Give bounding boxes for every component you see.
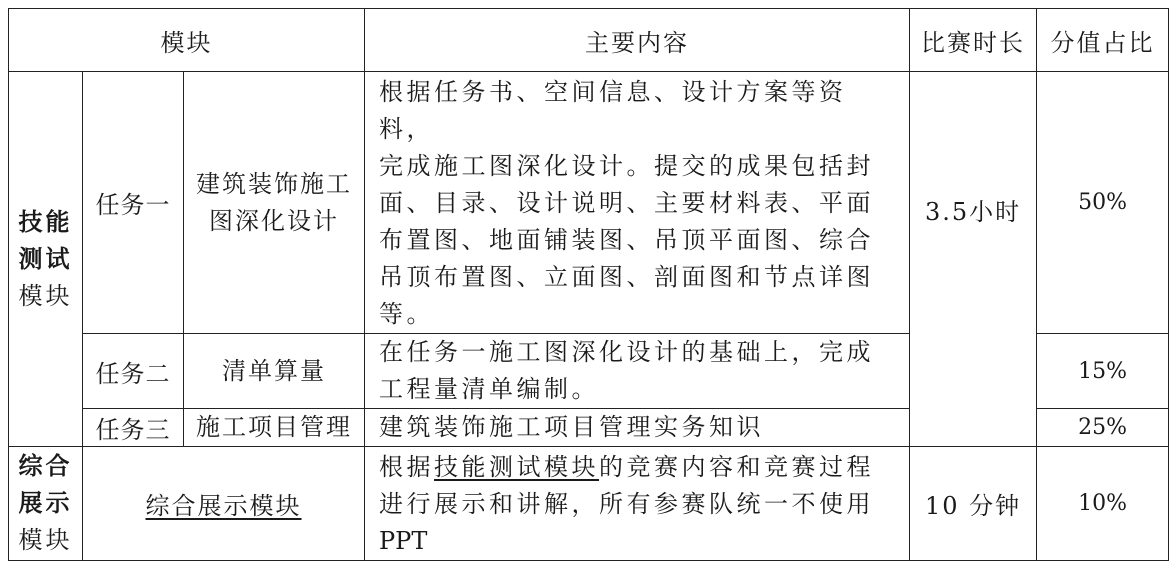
combo-content — [365, 447, 910, 561]
content-line: 吊顶布置图、立面图、剖面图和节点详图 — [379, 263, 875, 291]
task-name: 清单算量 — [184, 334, 365, 409]
content-line: 根据任务书、空间信息、设计方案等资料， — [379, 78, 847, 143]
header-module: 模块 — [9, 9, 365, 72]
header-duration: 比赛时长 — [910, 9, 1037, 72]
table-row — [9, 72, 1169, 334]
header-row — [9, 9, 1169, 72]
task-score: 25% — [1037, 409, 1169, 447]
task-name: 施工项目管理 — [184, 409, 365, 447]
content-line: 布置图、地面铺装图、吊顶平面图、综合 — [379, 226, 875, 254]
combo-module-name: 综合展示模块 — [145, 492, 302, 520]
combo-module-line3: 模块 — [18, 526, 73, 554]
skill-module-cell — [9, 72, 83, 447]
task-name-line: 建筑装饰施工 — [196, 169, 353, 198]
content-line — [379, 449, 901, 486]
task-label: 任务二 — [83, 334, 184, 409]
table-row — [9, 447, 1169, 561]
content-suffix: 的竞赛内容和竞赛过程 — [599, 453, 875, 481]
content-line: PPT — [379, 527, 428, 555]
skill-module-reference: 技能测试模块 — [434, 453, 600, 481]
content-line: 建筑装饰施工项目管理实务知识 — [379, 413, 765, 441]
content-line: 完成施工图深化设计。提交的成果包括封 — [379, 152, 875, 180]
task-content — [365, 409, 910, 447]
skill-module-line3: 模块 — [18, 281, 73, 310]
task-name-line: 图深化设计 — [209, 206, 340, 235]
header-content: 主要内容 — [365, 9, 910, 72]
content-line: 面、目录、设计说明、主要材料表、平面 — [379, 189, 875, 217]
task-score: 15% — [1037, 334, 1169, 409]
content-prefix: 根据 — [379, 453, 435, 481]
combo-module-line1: 综合 — [18, 452, 73, 480]
content-line: 工程量清单编制。 — [379, 375, 600, 403]
combo-module-name-cell — [83, 447, 365, 561]
combo-score: 10% — [1037, 447, 1169, 561]
skill-duration: 3.5小时 — [910, 72, 1037, 447]
task-content — [365, 334, 910, 409]
task-score: 50% — [1037, 72, 1169, 334]
task-content — [365, 72, 910, 334]
header-score: 分值占比 — [1037, 9, 1169, 72]
content-line: 在任务一施工图深化设计的基础上，完成 — [379, 338, 875, 366]
task-label: 任务一 — [83, 72, 184, 334]
competition-table — [8, 8, 1169, 561]
skill-module-line2: 测试 — [18, 244, 73, 273]
combo-module-cell — [9, 447, 83, 561]
task-name — [184, 72, 365, 334]
content-line: 进行展示和讲解，所有参赛队统一不使用 — [379, 490, 875, 518]
combo-module-line2: 展示 — [18, 489, 73, 517]
task-label: 任务三 — [83, 409, 184, 447]
skill-module-line1: 技能 — [18, 207, 73, 236]
content-line: 等。 — [379, 300, 435, 328]
combo-duration: 10 分钟 — [910, 447, 1037, 561]
